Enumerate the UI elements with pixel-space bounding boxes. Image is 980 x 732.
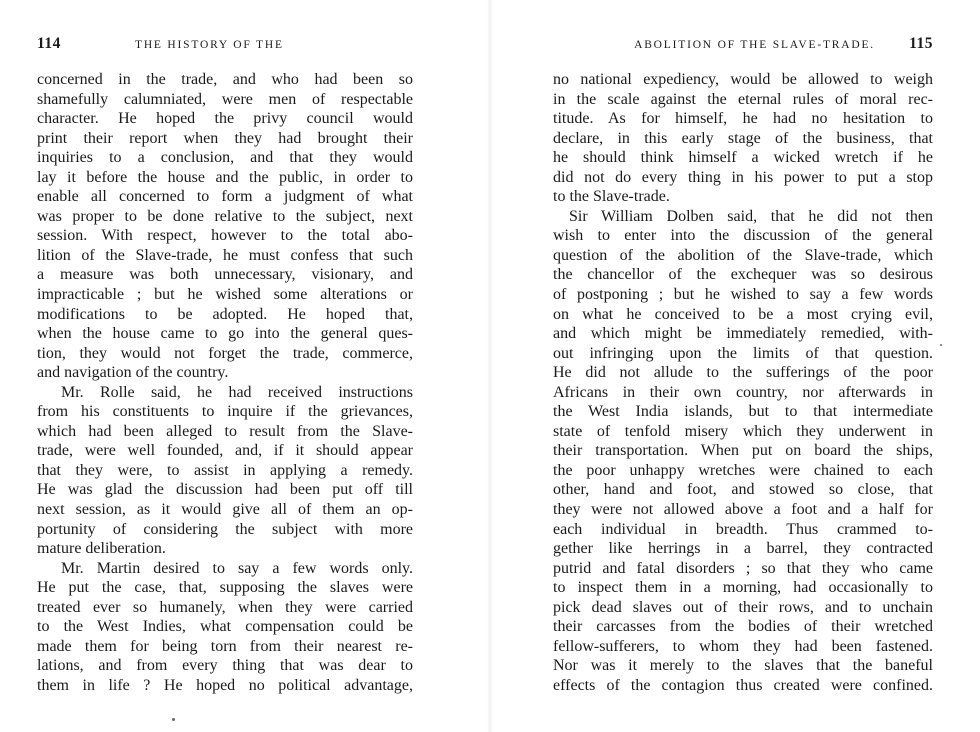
text-line: Sir William Dolben said, that he did not then <box>569 207 933 225</box>
text-line: their carcasses from the bodies of their wretched <box>553 618 933 636</box>
text-line: them in life ? He hoped no political advantage, <box>37 676 413 694</box>
text-line: on what he conceived to be a most crying evil, <box>553 305 933 323</box>
text-line: their transportation. When put on board the ships, <box>553 442 933 460</box>
text-line: tion, they would not forget the trade, commerce, <box>37 344 413 362</box>
text-line: Mr. Rolle said, he had received instructions <box>61 383 413 401</box>
text-line: concerned in the trade, and who had been so <box>37 71 413 88</box>
text-line: was proper to be done relative to the subject, next <box>37 207 413 225</box>
text-line: he should think himself a wicked wretch if he <box>553 149 933 167</box>
text-line: wish to enter into the discussion of the general <box>553 227 933 245</box>
left-page-header <box>37 35 413 56</box>
text-line: the West India islands, but to that intermediate <box>553 403 933 421</box>
text-line: the poor unhappy wretches were chained to each <box>553 461 933 479</box>
text-line: He put the case, that, supposing the slaves were <box>37 579 413 597</box>
right-page-number: 115 <box>909 35 933 52</box>
text-line: fellow-sufferers, to whom they had been fastened. <box>553 637 933 655</box>
text-line: shamefully calumniated, were men of respectable <box>37 90 413 108</box>
text-line: character. He hoped the privy council would <box>37 110 413 128</box>
print-speck <box>172 718 175 721</box>
text-line: to inspect them in a morning, had occasionally to <box>553 579 933 597</box>
text-line: He was glad the discussion had been put off till <box>37 481 413 499</box>
text-line: out infringing upon the limits of that question. <box>553 344 933 362</box>
text-line: question of the abolition of the Slave-trade, which <box>553 246 933 264</box>
text-line: enable all concerned to form a judgment of what <box>37 188 413 206</box>
text-line: the chancellor of the exchequer was so desirous <box>553 266 933 284</box>
text-line: a measure was both unnecessary, visionary, and <box>37 266 413 284</box>
text-line: when the house came to go into the general ques- <box>37 325 413 343</box>
text-line: putrid and fatal disorders ; so that they who came <box>553 559 933 577</box>
text-line: lations, and from every thing that was dear to <box>37 657 413 675</box>
right-text-column <box>553 70 933 696</box>
text-line: He did not allude to the sufferings of the poor <box>553 364 933 382</box>
text-line: mature deliberation. <box>37 540 166 558</box>
text-line: portunity of considering the subject with more <box>37 520 413 538</box>
text-line: no national expediency, would be allowed to weigh <box>553 71 933 88</box>
text-line: to the Slave-trade. <box>553 188 670 206</box>
text-line: inquiries to a conclusion, and that they would <box>37 149 413 167</box>
text-line: to the West Indies, what compensation could be <box>37 618 413 636</box>
text-line: and navigation of the country. <box>37 364 229 382</box>
text-line: next session, as it would give all of them an op- <box>37 501 413 519</box>
text-line: made them for being torn from their nearest re- <box>37 637 413 655</box>
text-line: of postponing ; but he wished to say a few words <box>553 286 933 304</box>
right-running-head: ABOLITION OF THE SLAVE-TRADE. <box>634 39 875 51</box>
text-line: trade, were well founded, and, if it should appear <box>37 442 413 460</box>
text-line: did not do every thing in his power to put a stop <box>553 168 933 186</box>
text-line: and which might be immediately remedied, with- <box>553 325 933 343</box>
text-line: treated ever so humanely, when they were carried <box>37 598 413 616</box>
text-line: lition of the Slave-trade, he must confess that such <box>37 246 413 264</box>
text-line: in the scale against the eternal rules of moral rec- <box>553 90 933 108</box>
print-speck <box>940 344 942 346</box>
text-line: effects of the contagion thus created were confined. <box>553 676 933 694</box>
text-line: Nor was it merely to the slaves that the baneful <box>553 657 933 675</box>
text-line: Mr. Martin desired to say a few words only. <box>61 559 413 577</box>
text-line: which had been alleged to result from the Slave- <box>37 422 413 440</box>
text-line: pick dead slaves out of their rows, and to unchain <box>553 598 933 616</box>
text-line: Africans in their own country, nor afterwards in <box>553 383 933 401</box>
text-line: declare, in this early stage of the business, that <box>553 129 933 147</box>
text-line: impracticable ; but he wished some alterations or <box>37 286 413 304</box>
text-line: from his constituents to inquire if the grievances, <box>37 403 413 421</box>
right-page-header <box>553 35 933 56</box>
left-text-column <box>37 70 413 696</box>
left-page-number: 114 <box>37 35 61 52</box>
text-line: modifications to be adopted. He hoped that, <box>37 305 413 323</box>
text-line: they were not allowed above a foot and a half for <box>553 501 933 519</box>
text-line: other, hand and foot, and stowed so close, that <box>553 481 933 499</box>
text-line: titude. As for himself, he had no hesitation to <box>553 110 933 128</box>
text-line: state of tenfold misery which they underwent in <box>553 422 933 440</box>
left-running-head: THE HISTORY OF THE <box>135 39 284 51</box>
text-line: gether like herrings in a barrel, they contracted <box>553 540 933 558</box>
text-line: that they were, to assist in applying a remedy. <box>37 461 413 479</box>
text-line: print their report when they had brought their <box>37 129 413 147</box>
text-line: session. With respect, however to the total abo- <box>37 227 413 245</box>
text-line: each individual in breadth. Thus crammed to- <box>553 520 933 538</box>
text-line: lay it before the house and the public, in order to <box>37 168 413 186</box>
